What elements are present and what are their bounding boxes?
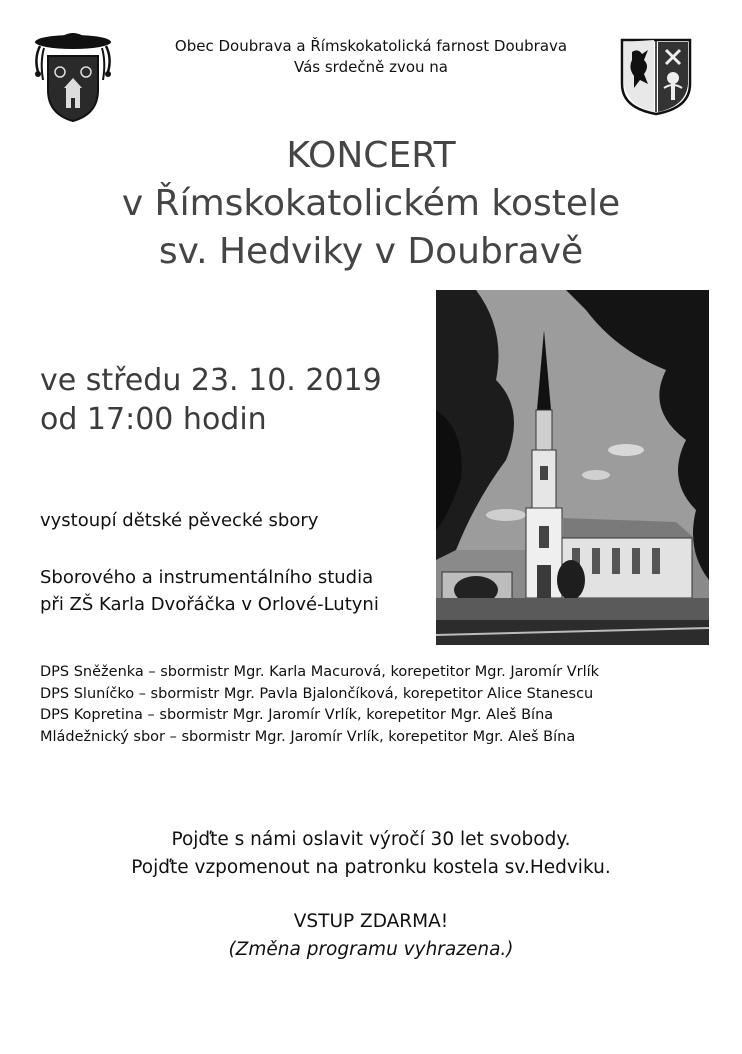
event-date: ve středu 23. 10. 2019 <box>40 363 382 398</box>
choir-item: DPS Sluníčko – sbormistr Mgr. Pavla Bjalončíková, korepetitor Alice Stanescu <box>40 685 594 702</box>
school-line-1: Sborového a instrumentálního studia <box>40 567 374 588</box>
title-line-1: KONCERT <box>286 135 456 176</box>
choir-item: DPS Kopretina – sbormistr Mgr. Jaromír Vrlík, korepetitor Mgr. Aleš Bína <box>40 707 554 723</box>
header-line-2: Vás srdečně zvou na <box>294 58 448 76</box>
header-line-1: Obec Doubrava a Římskokatolická farnost Doubrava <box>174 37 568 55</box>
church-photo <box>436 290 709 645</box>
choir-list <box>40 662 599 748</box>
choir-item: Mládežnický sbor – sbormistr Mgr. Jaromír Vrlík, korepetitor Mgr. Aleš Bína <box>40 728 576 745</box>
program-change-note: (Změna programu vyhrazena.) <box>228 939 514 960</box>
municipality-coat-of-arms-icon <box>620 38 692 116</box>
parish-coat-of-arms-icon <box>30 28 116 124</box>
closing-line-2: Pojďte vzpomenout na patronku kostela sv.Hedviku. <box>131 857 611 878</box>
closing-line-1: Pojďte s námi oslavit výročí 30 let svobody. <box>171 829 571 850</box>
title-line-3: sv. Hedviky v Doubravě <box>158 231 584 272</box>
admission-free: VSTUP ZDARMA! <box>293 911 449 932</box>
title-line-2: v Římskokatolickém kostele <box>121 183 621 224</box>
event-time: od 17:00 hodin <box>40 402 267 437</box>
performers-intro: vystoupí dětské pěvecké sbory <box>40 510 319 531</box>
choir-item: DPS Sněženka – sbormistr Mgr. Karla Macurová, korepetitor Mgr. Jaromír Vrlík <box>40 664 600 680</box>
school-line-2: při ZŠ Karla Dvořáčka v Orlové-Lutyni <box>40 594 379 615</box>
